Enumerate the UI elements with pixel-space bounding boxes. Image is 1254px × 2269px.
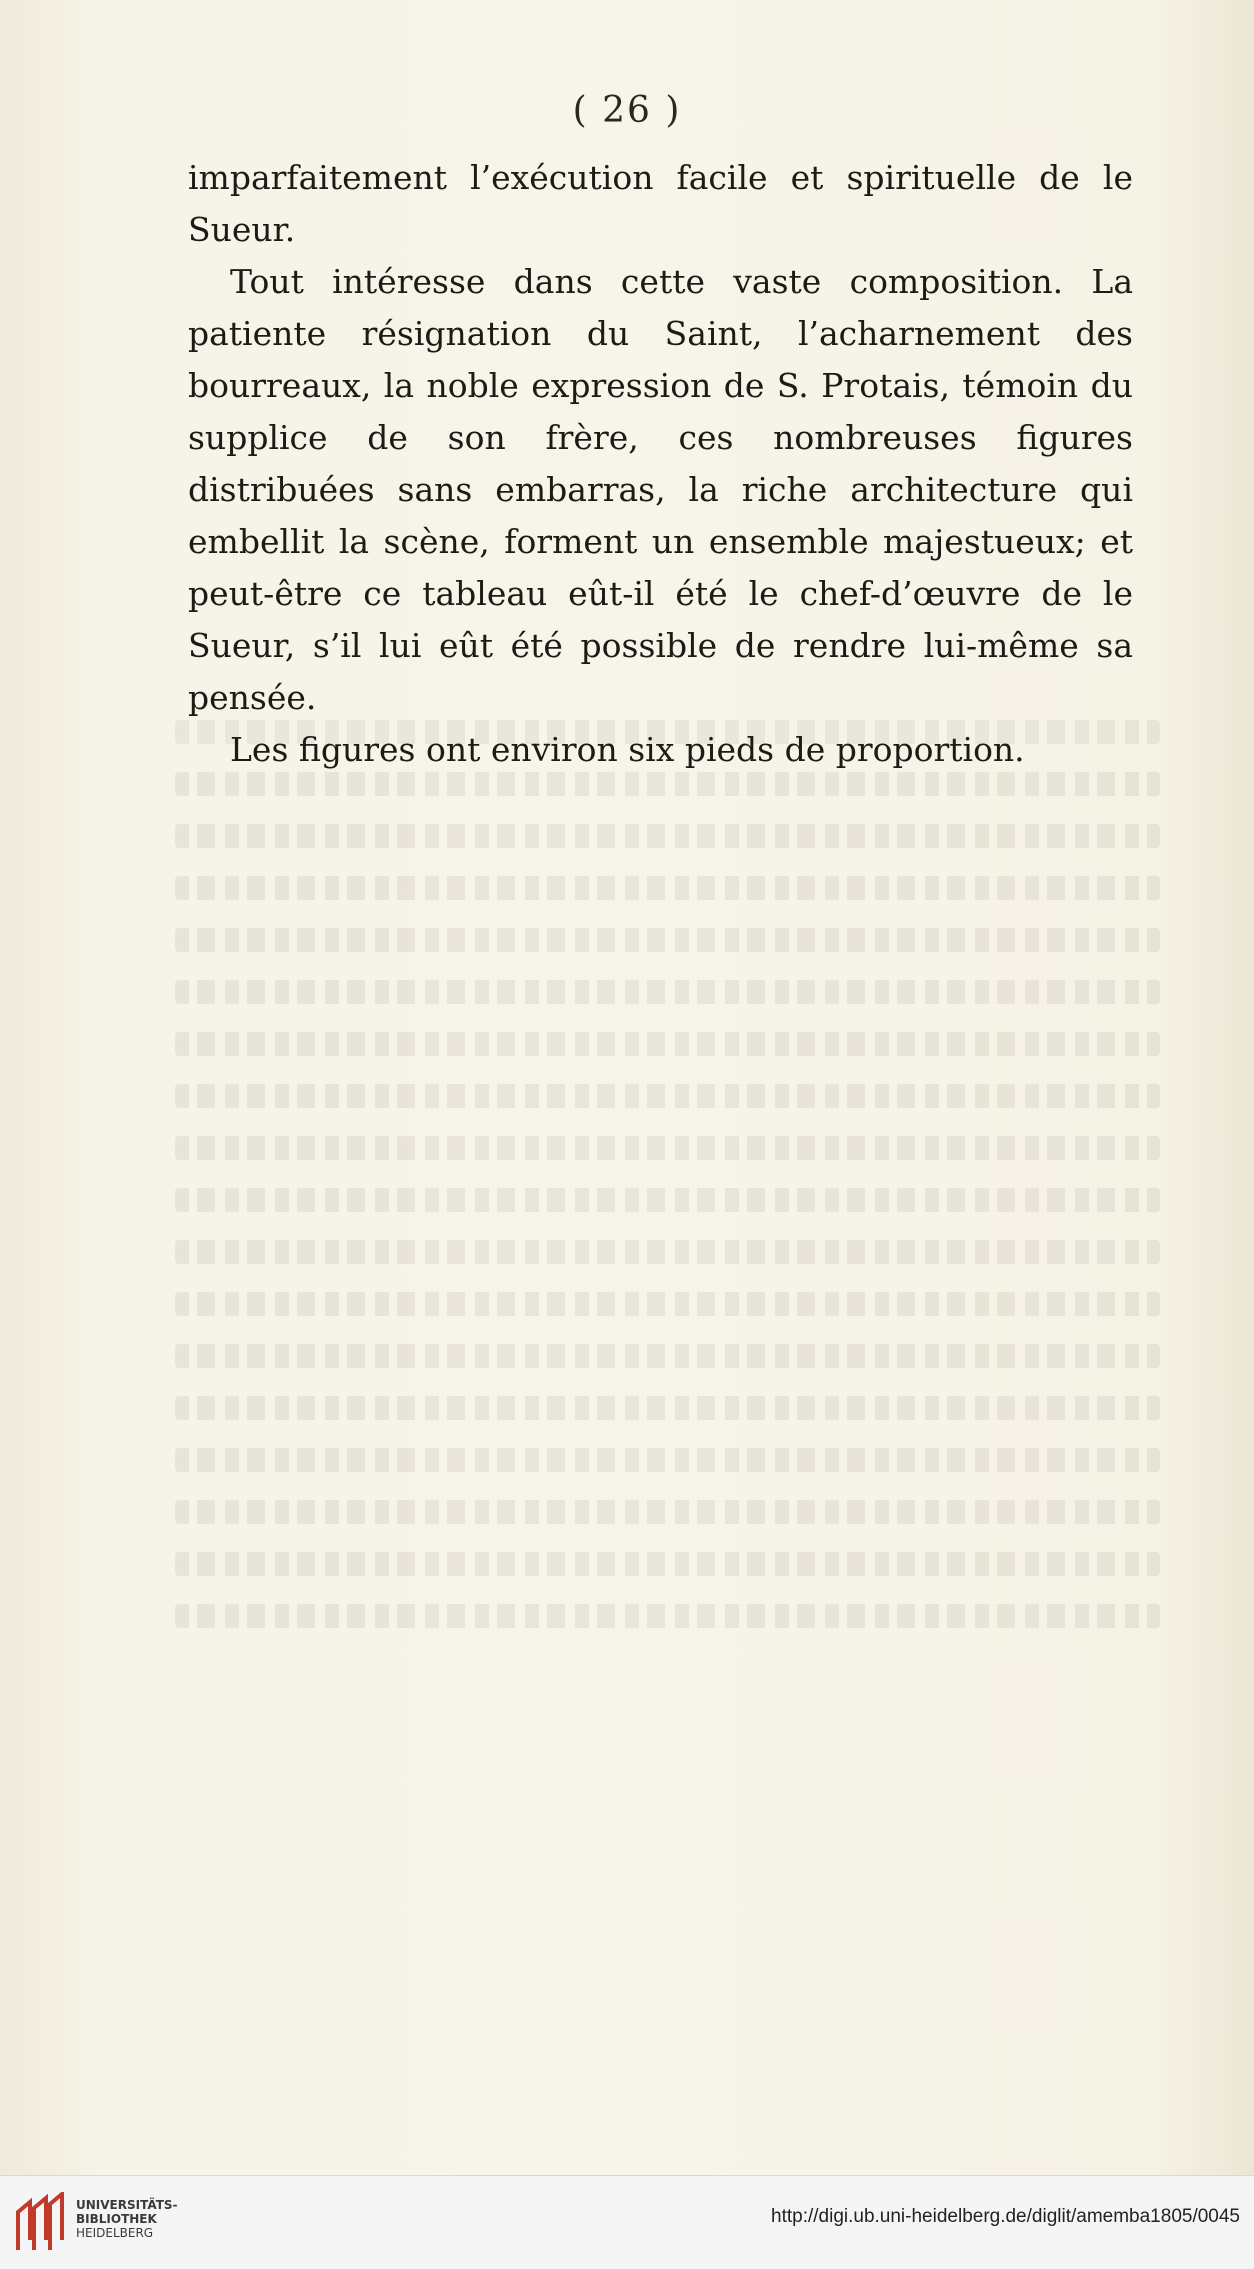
library-name: UNIVERSITÄTS- BIBLIOTHEK HEIDELBERG bbox=[76, 2198, 178, 2240]
body-text bbox=[188, 152, 1133, 776]
paragraph: Tout intéresse dans cette vaste composition. La patiente résignation du Saint, l’acharnement des bourreaux, la noble expression de S. Protais, témoin du supplice de son frère, ces nombreuses figures distribuées sans embarras, la riche architecture qui embellit la scène, forment un ensemble majestueux; et peut-être ce tableau eût-il été le chef-d’œuvre de le Sueur, s’il lui eût été possible de rendre lui-même sa pensée. bbox=[188, 262, 1133, 717]
source-url-link[interactable]: http://digi.ub.uni-heidelberg.de/diglit/amemba1805/0045 bbox=[771, 2206, 1240, 2227]
paragraph-continuation: imparfaitement l’exécution facile et spirituelle de le Sueur. bbox=[188, 158, 1133, 249]
show-through-texture bbox=[175, 720, 1160, 1720]
page-number: ( 26 ) bbox=[572, 90, 682, 131]
footer-bar bbox=[0, 2175, 1254, 2269]
library-logo-icon bbox=[12, 2192, 68, 2254]
paragraph: Les figures ont environ six pieds de proportion. bbox=[230, 730, 1025, 769]
